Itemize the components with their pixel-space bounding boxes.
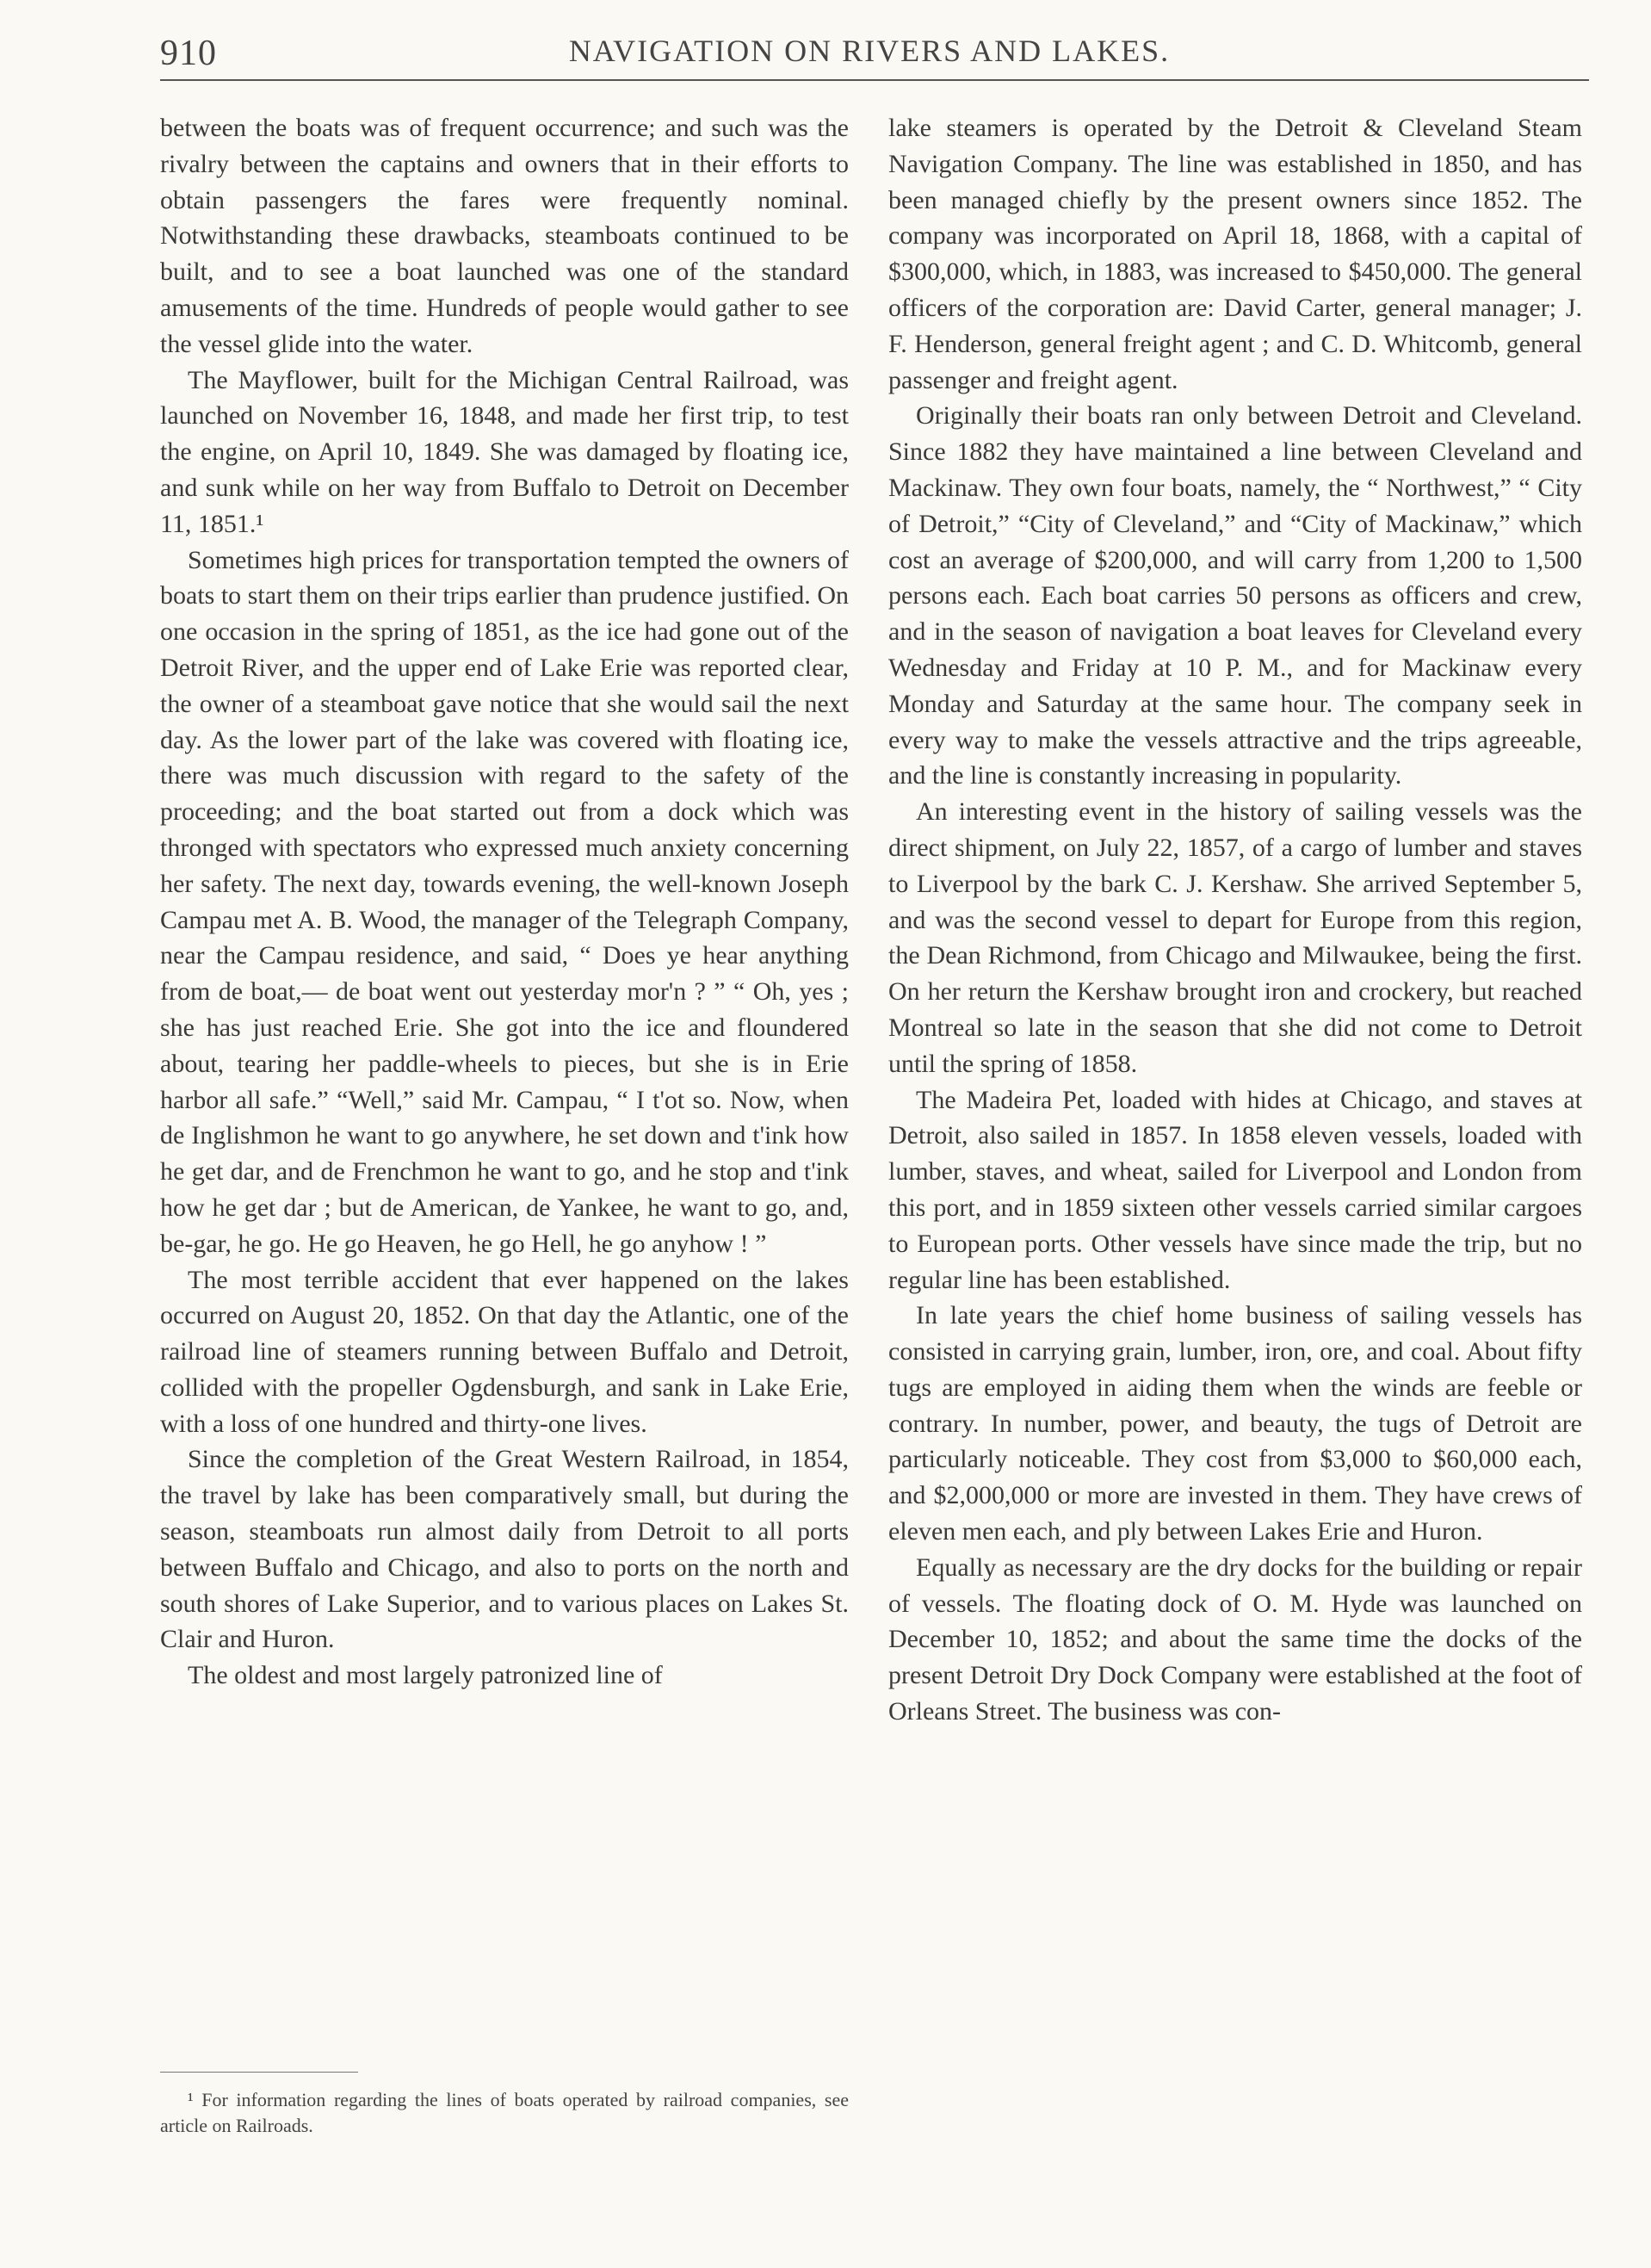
paragraph: The Madeira Pet, loaded with hides at Chicago, and staves at Detroit, also sailed in 1857. In 1858 eleven vessels, loaded with lumber, staves, and wheat, sailed for Liverpool and London from this port, and in 1859 sixteen other vessels carried similar cargoes to European ports. Other vessels have since made the trip, but no regular line has been established. bbox=[888, 1085, 1582, 1294]
page-number: 910 bbox=[160, 34, 217, 73]
running-head: NAVIGATION ON RIVERS AND LAKES. bbox=[568, 34, 1171, 68]
paragraph: lake steamers is operated by the Detroit & Cleveland Steam Navigation Company. The line was established in 1850, and has been managed chiefly by the present owners since 1852. The company was incorporated on April 18, 1868, with a capital of $300,000, which, in 1883, was increased to $450,000. The general officers of the corporation are: David Carter, general manager; J. F. Henderson, general freight agent ; and C. D. Whitcomb, general passenger and freight agent. bbox=[888, 114, 1582, 394]
footnote: ¹ For information regarding the lines of boats operated by railroad companies, see article on Railroads. bbox=[160, 2089, 849, 2136]
paragraph: Originally their boats ran only between Detroit and Cleveland. Since 1882 they have maintained a line between Cleveland and Mackinaw. They own four boats, namely, the “ Northwest,” “ City of Detroit,” “City of Cleveland,” and “City of Mackinaw,” which cost an average of $200,000, and will carry from 1,200 to 1,500 persons each. Each boat carries 50 persons as officers and crew, and in the season of navigation a boat leaves for Cleveland every Wednesday and Friday at 10 P. M., and for Mackinaw every Monday and Saturday at the same hour. The company seek in every way to make the vessels attractive and the trips agreeable, and the line is constantly increasing in popularity. bbox=[888, 401, 1582, 790]
left-column bbox=[160, 110, 849, 1694]
paragraph: Since the completion of the Great Western Railroad, in 1854, the travel by lake has been comparatively small, but during the season, steamboats run almost daily from Detroit to all ports between Buffalo and Chicago, and also to ports on the north and south shores of Lake Superior, and to various places on Lakes St. Clair and Huron. bbox=[160, 1445, 849, 1654]
paragraph: The oldest and most largely patronized line of bbox=[188, 1661, 663, 1690]
paragraph: Sometimes high prices for transportation tempted the owners of boats to start them on their trips earlier than prudence justified. On one occasion in the spring of 1851, as the ice had gone out of the Detroit River, and the upper end of Lake Erie was reported clear, the owner of a steamboat gave notice that she would sail the next day. As the lower part of the lake was covered with floating ice, there was much discussion with regard to the safety of the proceeding; and the boat started out from a dock which was thronged with spectators who expressed much anxiety concerning her safety. The next day, towards evening, the well-known Joseph Campau met A. B. Wood, the manager of the Telegraph Company, near the Campau residence, and said, “ Does ye hear anything from de boat,— de boat went out yesterday mor'n ? ” “ Oh, yes ; she has just reached Erie. She got into the ice and floundered about, tearing her paddle-wheels to pieces, but she is in Erie harbor all safe.” “Well,” said Mr. Campau, “ I t'ot so. Now, when de Inglishmon he want to go anywhere, he set down and t'ink how he get dar, and de Frenchmon he want to go, and he stop and t'ink how he get dar ; but de American, de Yankee, he want to go, and, be-gar, he go. He go Heaven, he go Hell, he go anyhow ! ” bbox=[160, 545, 849, 1258]
paragraph: The most terrible accident that ever happened on the lakes occurred on August 20, 1852. On that day the Atlantic, one of the railroad line of steamers running between Buffalo and Detroit, collided with the propeller Ogdensburgh, and sank in Lake Erie, with a loss of one hundred and thirty-one lives. bbox=[160, 1265, 849, 1438]
paragraph: In late years the chief home business of sailing vessels has consisted in carrying grain, lumber, iron, ore, and coal. About fifty tugs are employed in aiding them when the winds are feeble or contrary. In number, power, and beauty, the tugs of Detroit are particularly noticeable. They cost from $3,000 to $60,000 each, and $2,000,000 or more are invested in them. They have crews of eleven men each, and ply between Lakes Erie and Huron. bbox=[888, 1301, 1582, 1546]
header-rule bbox=[160, 79, 1589, 81]
paragraph: An interesting event in the history of sailing vessels was the direct shipment, on July 22, 1857, of a cargo of lumber and staves to Liverpool by the bark C. J. Kershaw. She arrived September 5, and was the second vessel to depart for Europe from this region, the Dean Richmond, from Chicago and Milwaukee, being the first. On her return the Kershaw brought iron and crockery, but reached Montreal so late in the season that she did not come to Detroit until the spring of 1858. bbox=[888, 797, 1582, 1078]
paragraph: The Mayflower, built for the Michigan Central Railroad, was launched on November 16, 1848, and made her first trip, to test the engine, on April 10, 1849. She was damaged by floating ice, and sunk while on her way from Buffalo to Detroit on December 11, 1851.¹ bbox=[160, 365, 849, 538]
right-column bbox=[888, 110, 1582, 1730]
paragraph: Equally as necessary are the dry docks for the building or repair of vessels. The floating dock of O. M. Hyde was launched on December 10, 1852; and about the same time the docks of the present Detroit Dry Dock Company were established at the foot of Orleans Street. The business was con- bbox=[888, 1552, 1582, 1726]
paragraph: between the boats was of frequent occurrence; and such was the rivalry between the captains and owners that in their efforts to obtain passengers the fares were frequently nominal. Notwithstanding these drawbacks, steamboats continued to be built, and to see a boat launched was one of the standard amusements of the time. Hundreds of people would gather to see the vessel glide into the water. bbox=[160, 114, 849, 358]
footnote-rule bbox=[160, 2072, 358, 2073]
